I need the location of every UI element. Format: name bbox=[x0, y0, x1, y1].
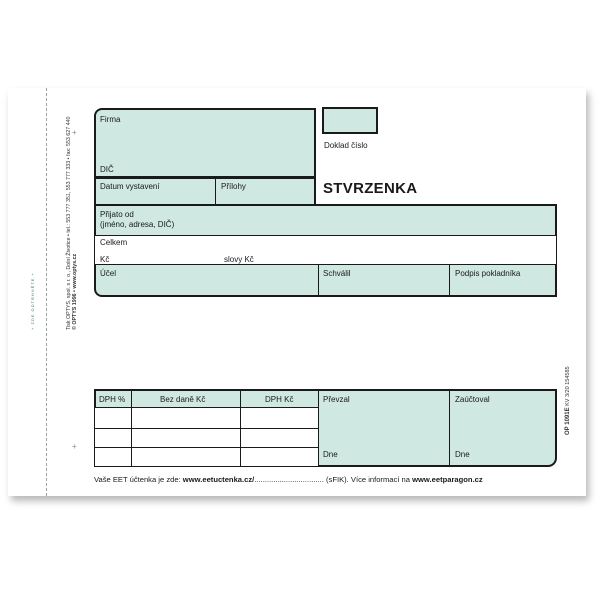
prijato-od-hint: (jméno, adresa, DIČ) bbox=[100, 220, 175, 229]
form-title: STVRZENKA bbox=[323, 180, 418, 197]
divider bbox=[318, 265, 319, 296]
firma-label: Firma bbox=[100, 115, 121, 124]
prijato-od-label: Přijato od bbox=[100, 210, 134, 219]
eet-footer bbox=[94, 475, 483, 484]
eetuctenka-link[interactable]: www.eetuctenka.cz/ bbox=[182, 475, 255, 484]
dph-col-line bbox=[240, 390, 241, 466]
divider bbox=[449, 265, 450, 296]
printer-imprint bbox=[66, 70, 78, 330]
datum-vystaveni-label: Datum vystavení bbox=[100, 182, 160, 191]
footer-prefix: Vaše EET účtenka je zde: bbox=[94, 475, 183, 484]
imprint-line-1: Tisk OPTYS, spol. s r. o., Dolní Životice • tel.: 553 777 351, 553 777 333 • fax: 553 627 440 bbox=[66, 116, 72, 330]
schvalil-label: Schválil bbox=[323, 269, 351, 278]
registration-mark: + bbox=[72, 442, 77, 451]
bez-dane-kc-header: Bez daně Kč bbox=[160, 395, 206, 404]
firma-box[interactable] bbox=[94, 108, 316, 178]
podpis-pokladnika-label: Podpis pokladníka bbox=[455, 269, 521, 278]
dph-row-line bbox=[95, 447, 318, 448]
zauctoval-date-label: Dne bbox=[455, 450, 470, 459]
dic-label: DIČ bbox=[100, 165, 114, 174]
celkem-row[interactable] bbox=[95, 235, 556, 265]
product-code bbox=[565, 366, 571, 435]
slovy-kc-label: slovy Kč bbox=[224, 255, 254, 264]
ucel-label: Účel bbox=[100, 269, 117, 278]
doklad-cislo-label: Doklad číslo bbox=[324, 141, 368, 150]
dph-row-line bbox=[95, 428, 318, 429]
product-code-id: OP 1091E bbox=[565, 407, 571, 435]
perforation-line bbox=[46, 88, 47, 496]
product-code-version: KV 3/20 154585 bbox=[565, 366, 571, 406]
imprint-line-2: © OPTYS 1996 • www.optys.cz bbox=[72, 253, 78, 330]
tear-off-hint: + ZDE ODTRHNĚTE + bbox=[30, 272, 35, 330]
kc-label: Kč bbox=[100, 255, 110, 264]
dph-pct-header: DPH % bbox=[99, 395, 126, 404]
dph-col-line bbox=[318, 390, 319, 466]
prevzal-date-label: Dne bbox=[323, 450, 338, 459]
zauctoval-label: Zaúčtoval bbox=[455, 395, 490, 404]
prevzal-label: Převzal bbox=[323, 395, 350, 404]
registration-mark: + bbox=[72, 128, 77, 137]
footer-dots: ................................. bbox=[254, 475, 324, 484]
dph-col-line bbox=[131, 390, 132, 466]
eetparagon-link[interactable]: www.eetparagon.cz bbox=[412, 475, 483, 484]
dph-table-body[interactable] bbox=[95, 407, 318, 466]
signature-col-line bbox=[449, 390, 450, 466]
doklad-cislo-box[interactable] bbox=[322, 107, 378, 134]
dph-kc-header: DPH Kč bbox=[265, 395, 294, 404]
prilohy-label: Přílohy bbox=[221, 182, 246, 191]
celkem-label: Celkem bbox=[100, 238, 128, 247]
footer-middle: (sFIK). Více informací na bbox=[323, 475, 413, 484]
